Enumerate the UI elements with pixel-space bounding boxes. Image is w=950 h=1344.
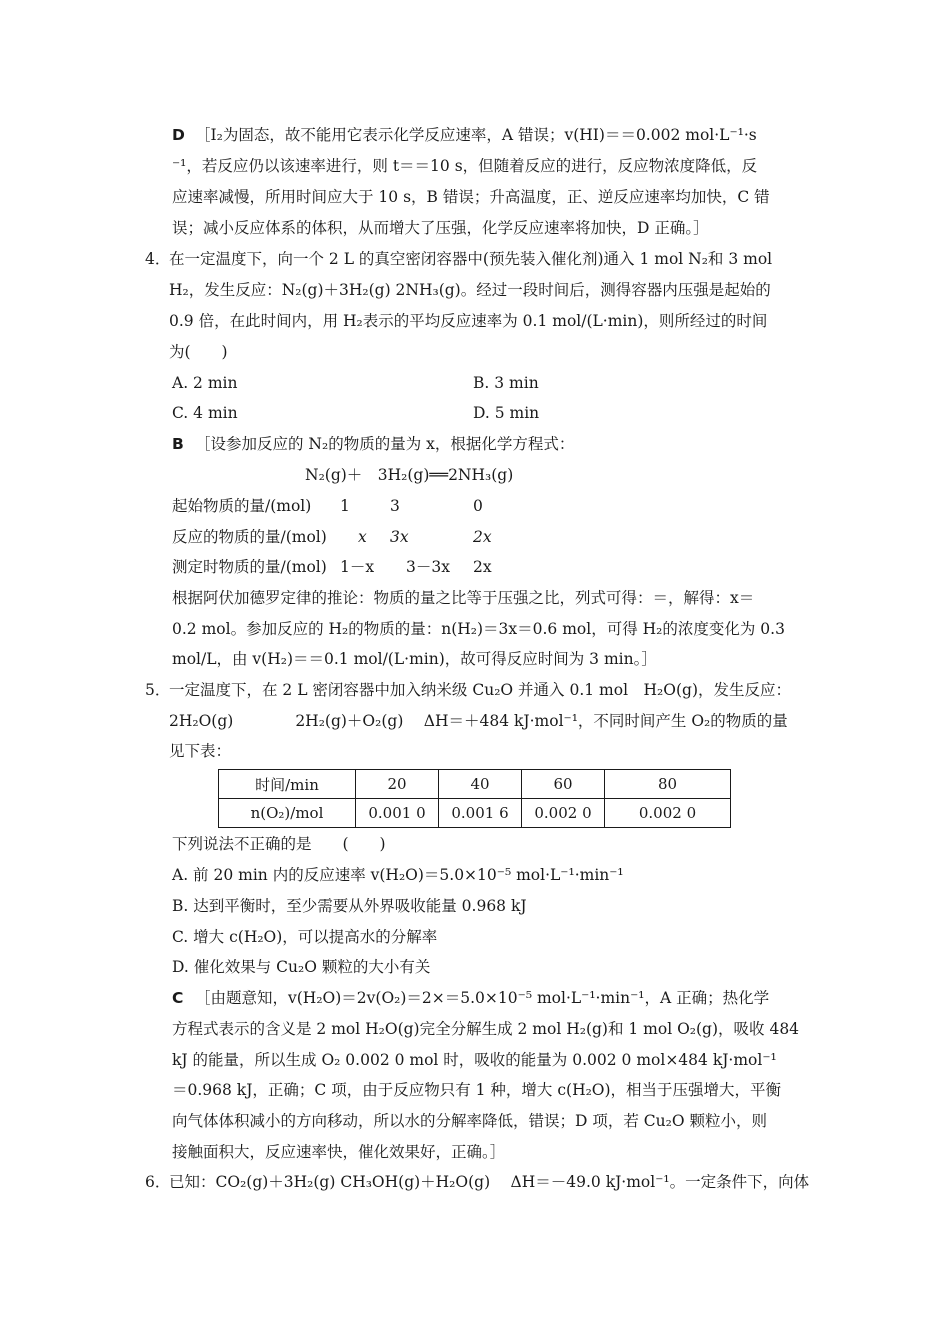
table-row <box>219 770 731 799</box>
q6-number: 6． <box>145 1173 171 1191</box>
q3-answer-letter: D <box>172 126 185 144</box>
q4-row-measured-label: 测定时物质的量/(mol) <box>172 558 327 576</box>
q5-stem-line-2: 2H₂O(g) 2H₂(g)＋O₂(g) ΔH＝＋484 kJ·mol⁻¹，不同时间产生 O₂的物质的量 <box>169 712 788 730</box>
q4-option-d: D. 5 min <box>473 404 540 422</box>
table-header-cell: 80 <box>605 770 731 799</box>
table-header-cell: 时间/min <box>219 770 356 799</box>
q6-stem-line-1: 已知：CO₂(g)＋3H₂(g) CH₃OH(g)＋H₂O(g) ΔH＝－49.0 kJ·mol⁻¹。一定条件下，向体 <box>169 1173 810 1191</box>
q5-option-d: D. 催化效果与 Cu₂O 颗粒的大小有关 <box>172 958 431 976</box>
q3-answer-line-1: ［I₂为固态，故不能用它表示化学反应速率，A 错误；v(HI)＝＝0.002 mol·L⁻¹·s <box>195 126 757 144</box>
q5-option-b: B. 达到平衡时，至少需要从外界吸收能量 0.968 kJ <box>172 897 527 915</box>
table-cell: 0.001 0 <box>356 799 439 828</box>
table-header-cell: 20 <box>356 770 439 799</box>
q3-answer-line-3: 应速率减慢，所用时间应大于 10 s，B 错误；升高温度，正、逆反应速率均加快，C 错 <box>172 188 770 206</box>
q4-answer-intro: ［设参加反应的 N₂的物质的量为 x，根据化学方程式： <box>195 435 575 453</box>
q4-row-measured-nh3: 2x <box>473 558 492 576</box>
q4-number: 4． <box>145 250 171 268</box>
q5-stem-line-1: 一定温度下，在 2 L 密闭容器中加入纳米级 Cu₂O 并通入 0.1 mol H₂O(g)，发生反应： <box>169 681 792 699</box>
q4-stem-line-1: 在一定温度下，向一个 2 L 的真空密闭容器中(预先装入催化剂)通入 1 mol N₂和 3 mol <box>169 250 773 268</box>
q4-stem-line-2: H₂，发生反应：N₂(g)＋3H₂(g) 2NH₃(g)。经过一段时间后，测得容器内压强是起始的 <box>169 281 771 299</box>
q4-row-reacted-h2: 3x <box>390 528 409 546</box>
q4-row-initial-h2: 3 <box>390 497 400 515</box>
q5-answer-letter: C <box>172 989 184 1007</box>
q5-answer-line-1: ［由题意知，v(H₂O)＝2v(O₂)＝2×＝5.0×10⁻⁵ mol·L⁻¹·min⁻¹，A 正确；热化学 <box>195 989 770 1007</box>
q4-option-c: C. 4 min <box>172 404 238 422</box>
q5-prompt: 下列说法不正确的是 ( ) <box>172 835 386 853</box>
q4-stem-line-4: 为( ) <box>169 343 228 361</box>
table-cell: n(O₂)/mol <box>219 799 356 828</box>
table-header-cell: 60 <box>522 770 605 799</box>
q4-row-measured-n2: 1－x <box>340 558 375 576</box>
q4-conclusion-line-2: 0.2 mol。参加反应的 H₂的物质的量：n(H₂)＝3x＝0.6 mol，可得 H₂的浓度变化为 0.3 <box>172 620 785 638</box>
q4-row-reacted-nh3: 2x <box>473 528 492 546</box>
table-header-cell: 40 <box>439 770 522 799</box>
q4-row-initial-n2: 1 <box>340 497 350 515</box>
q4-option-b: B. 3 min <box>473 374 539 392</box>
q4-conclusion-line-1: 根据阿伏加德罗定律的推论：物质的量之比等于压强之比，列式可得：＝，解得：x＝ <box>172 589 755 607</box>
q4-stem-line-3: 0.9 倍，在此时间内，用 H₂表示的平均反应速率为 0.1 mol/(L·min)，则所经过的时间 <box>169 312 768 330</box>
table-cell: 0.002 0 <box>605 799 731 828</box>
table-cell: 0.002 0 <box>522 799 605 828</box>
q5-option-a: A. 前 20 min 内的反应速率 v(H₂O)＝5.0×10⁻⁵ mol·L⁻¹·min⁻¹ <box>172 866 624 884</box>
q4-option-a: A. 2 min <box>172 374 238 392</box>
q4-row-reacted-label: 反应的物质的量/(mol) <box>172 528 327 546</box>
q4-equation: N₂(g)＋ 3H₂(g)══2NH₃(g) <box>305 466 514 484</box>
table-cell: 0.001 6 <box>439 799 522 828</box>
q4-row-reacted-n2: x <box>358 528 367 546</box>
q5-stem-line-3: 见下表： <box>169 742 232 760</box>
q5-answer-line-5: 向气体体积减小的方向移动，所以水的分解率降低，错误；D 项，若 Cu₂O 颗粒小，则 <box>172 1112 767 1130</box>
q5-option-c: C. 增大 c(H₂O)，可以提高水的分解率 <box>172 928 438 946</box>
q3-answer-line-4: 误；减小反应体系的体积，从而增大了压强，化学反应速率将加快，D 正确。］ <box>172 219 709 237</box>
q5-answer-line-6: 接触面积大，反应速率快，催化效果好，正确。］ <box>172 1143 506 1161</box>
table-row <box>219 799 731 828</box>
q5-answer-line-2: 方程式表示的含义是 2 mol H₂O(g)完全分解生成 2 mol H₂(g)和 1 mol O₂(g)，吸收 484 <box>172 1020 800 1038</box>
q3-answer-line-2: ⁻¹，若反应仍以该速率进行，则 t＝＝10 s，但随着反应的进行，反应物浓度降低，反 <box>172 157 758 175</box>
q5-answer-line-3: kJ 的能量，所以生成 O₂ 0.002 0 mol 时，吸收的能量为 0.002 0 mol×484 kJ·mol⁻¹ <box>172 1051 777 1069</box>
q4-conclusion-line-3: mol/L，由 v(H₂)＝＝0.1 mol/(L·min)，故可得反应时间为 3 min。］ <box>172 650 657 668</box>
q5-data-table <box>218 769 731 828</box>
q5-number: 5． <box>145 681 171 699</box>
q4-row-measured-h2: 3－3x <box>406 558 450 576</box>
q5-answer-line-4: ＝0.968 kJ，正确；C 项，由于反应物只有 1 种，增大 c(H₂O)，相当于压强增大，平衡 <box>172 1081 782 1099</box>
q4-row-initial-nh3: 0 <box>473 497 483 515</box>
q4-row-initial-label: 起始物质的量/(mol) <box>172 497 312 515</box>
q4-answer-letter: B <box>172 435 184 453</box>
